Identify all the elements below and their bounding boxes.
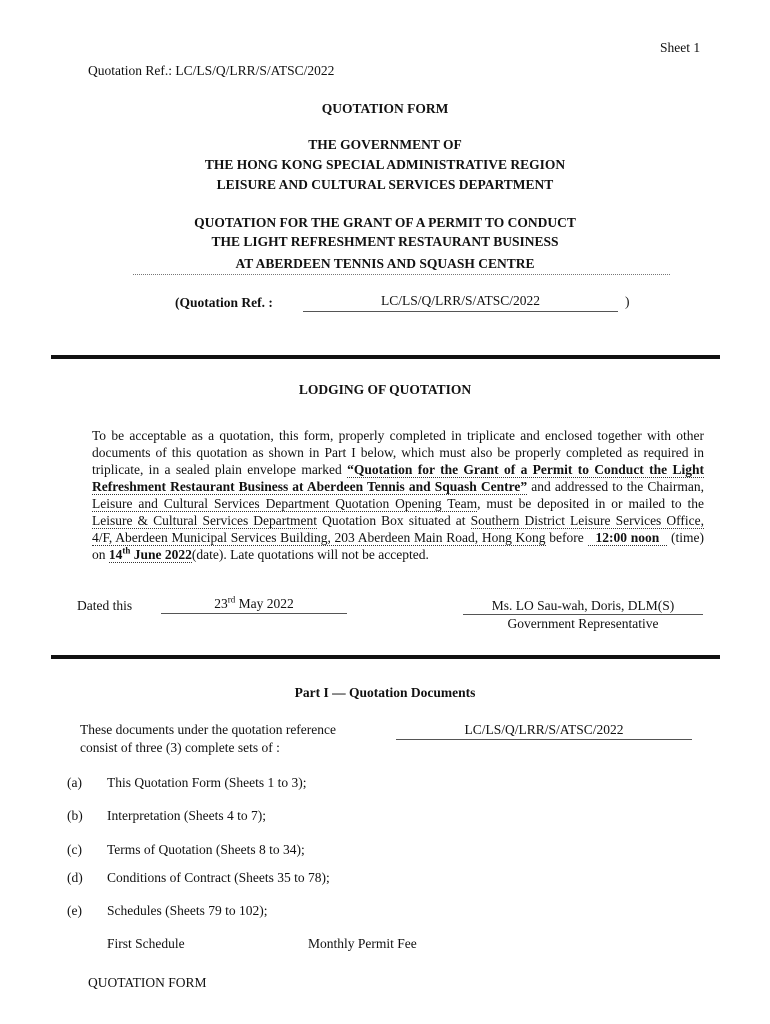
list-item: Schedules (Sheets 79 to 102); xyxy=(107,903,268,918)
schedule-description: Monthly Permit Fee xyxy=(308,936,417,951)
subject-line-2: THE LIGHT REFRESHMENT RESTAURANT BUSINESS xyxy=(211,234,559,249)
dated-label: Dated this xyxy=(77,598,133,613)
lodging-text-4: Quotation Box situated at xyxy=(317,513,471,528)
lodging-text-2: and addressed to the Chairman, xyxy=(527,479,705,494)
quotation-ref-label: (Quotation Ref. : xyxy=(175,295,273,310)
dated-month-year: May 2022 xyxy=(238,596,294,611)
gov-line-3: LEISURE AND CULTURAL SERVICES DEPARTMENT xyxy=(216,177,554,192)
lodging-text-1: To be acceptable as a quotation, this form, properly completed in triplicate and enclosed together with other documents of this quotation as shown in Part I below, which must also be properly completed as required in triplicate, in a sealed plain envelope marked xyxy=(92,428,704,477)
deposit-location: Southern District Leisure Services Office, 4/F, Aberdeen Municipal Services Building, 203 Aberdeen Main Road, Hong Kong xyxy=(92,513,704,545)
list-item: Interpretation (Sheets 4 to 7); xyxy=(107,808,266,823)
deadline-time: 12:00 noon xyxy=(588,530,668,546)
lodging-text-7: (date). Late quotations will not be accepted. xyxy=(191,547,429,562)
dated-day: 23 xyxy=(214,596,228,611)
part1-ref-value: LC/LS/Q/LRR/S/ATSC/2022 xyxy=(396,722,692,740)
list-item: This Quotation Form (Sheets 1 to 3); xyxy=(107,775,307,790)
lodging-heading: LODGING OF QUOTATION xyxy=(298,382,472,397)
sheet-label: Sheet 1 xyxy=(660,40,701,55)
section-divider-2 xyxy=(51,655,720,659)
list-item-marker: (b) xyxy=(67,808,83,823)
subject-line-3: AT ABERDEEN TENNIS AND SQUASH CENTRE xyxy=(235,256,535,271)
list-item-marker: (a) xyxy=(67,775,82,790)
list-item-marker: (d) xyxy=(67,870,83,885)
lodging-paragraph xyxy=(92,427,704,563)
dated-value xyxy=(161,596,347,614)
list-item: Terms of Quotation (Sheets 8 to 34); xyxy=(107,842,305,857)
envelope-marking: “Quotation for the Grant of a Permit to Conduct the Light Refreshment Restaurant Business at Aberdeen Tennis and Squash Centre” xyxy=(92,462,704,494)
deadline-date xyxy=(109,547,192,563)
lodging-text-5: before xyxy=(545,530,588,545)
part1-heading: Part I — Quotation Documents xyxy=(294,685,476,700)
gov-line-1: THE GOVERNMENT OF xyxy=(308,137,462,152)
representative-title: Government Representative xyxy=(507,616,659,631)
schedule-name: First Schedule xyxy=(107,936,185,951)
section-divider-1 xyxy=(51,355,720,359)
quotation-ref-close: ) xyxy=(625,294,630,309)
lodging-text-6: (time) on xyxy=(92,530,704,562)
representative-name: Ms. LO Sau-wah, Doris, DLM(S) xyxy=(463,598,703,615)
quotation-ref-header: Quotation Ref.: LC/LS/Q/LRR/S/ATSC/2022 xyxy=(88,63,335,78)
list-item: Conditions of Contract (Sheets 35 to 78); xyxy=(107,870,330,885)
dated-day-suffix: rd xyxy=(227,594,236,605)
lodging-text-3: , must be deposited in or mailed to the xyxy=(477,496,705,511)
gov-line-2: THE HONG KONG SPECIAL ADMINISTRATIVE REGION xyxy=(204,157,566,172)
deadline-month-year: June 2022 xyxy=(133,547,192,562)
addressee: Leisure and Cultural Services Department Quotation Opening Team xyxy=(92,496,478,511)
part1-intro-line-1: These documents under the quotation reference xyxy=(80,722,337,737)
quotation-box-owner: Leisure & Cultural Services Department xyxy=(92,513,317,528)
subject-line-1: QUOTATION FOR THE GRANT OF A PERMIT TO CONDUCT xyxy=(194,215,576,230)
deadline-day-suffix: th xyxy=(122,545,131,556)
quotation-ref-value: LC/LS/Q/LRR/S/ATSC/2022 xyxy=(303,293,618,312)
subject-underline xyxy=(133,274,670,275)
part1-intro-line-2: consist of three (3) complete sets of : xyxy=(80,740,280,755)
footer-label: QUOTATION FORM xyxy=(88,975,207,990)
list-item-marker: (e) xyxy=(67,903,82,918)
list-item-marker: (c) xyxy=(67,842,82,857)
form-title: QUOTATION FORM xyxy=(321,101,449,116)
deadline-day: 14 xyxy=(108,547,123,562)
